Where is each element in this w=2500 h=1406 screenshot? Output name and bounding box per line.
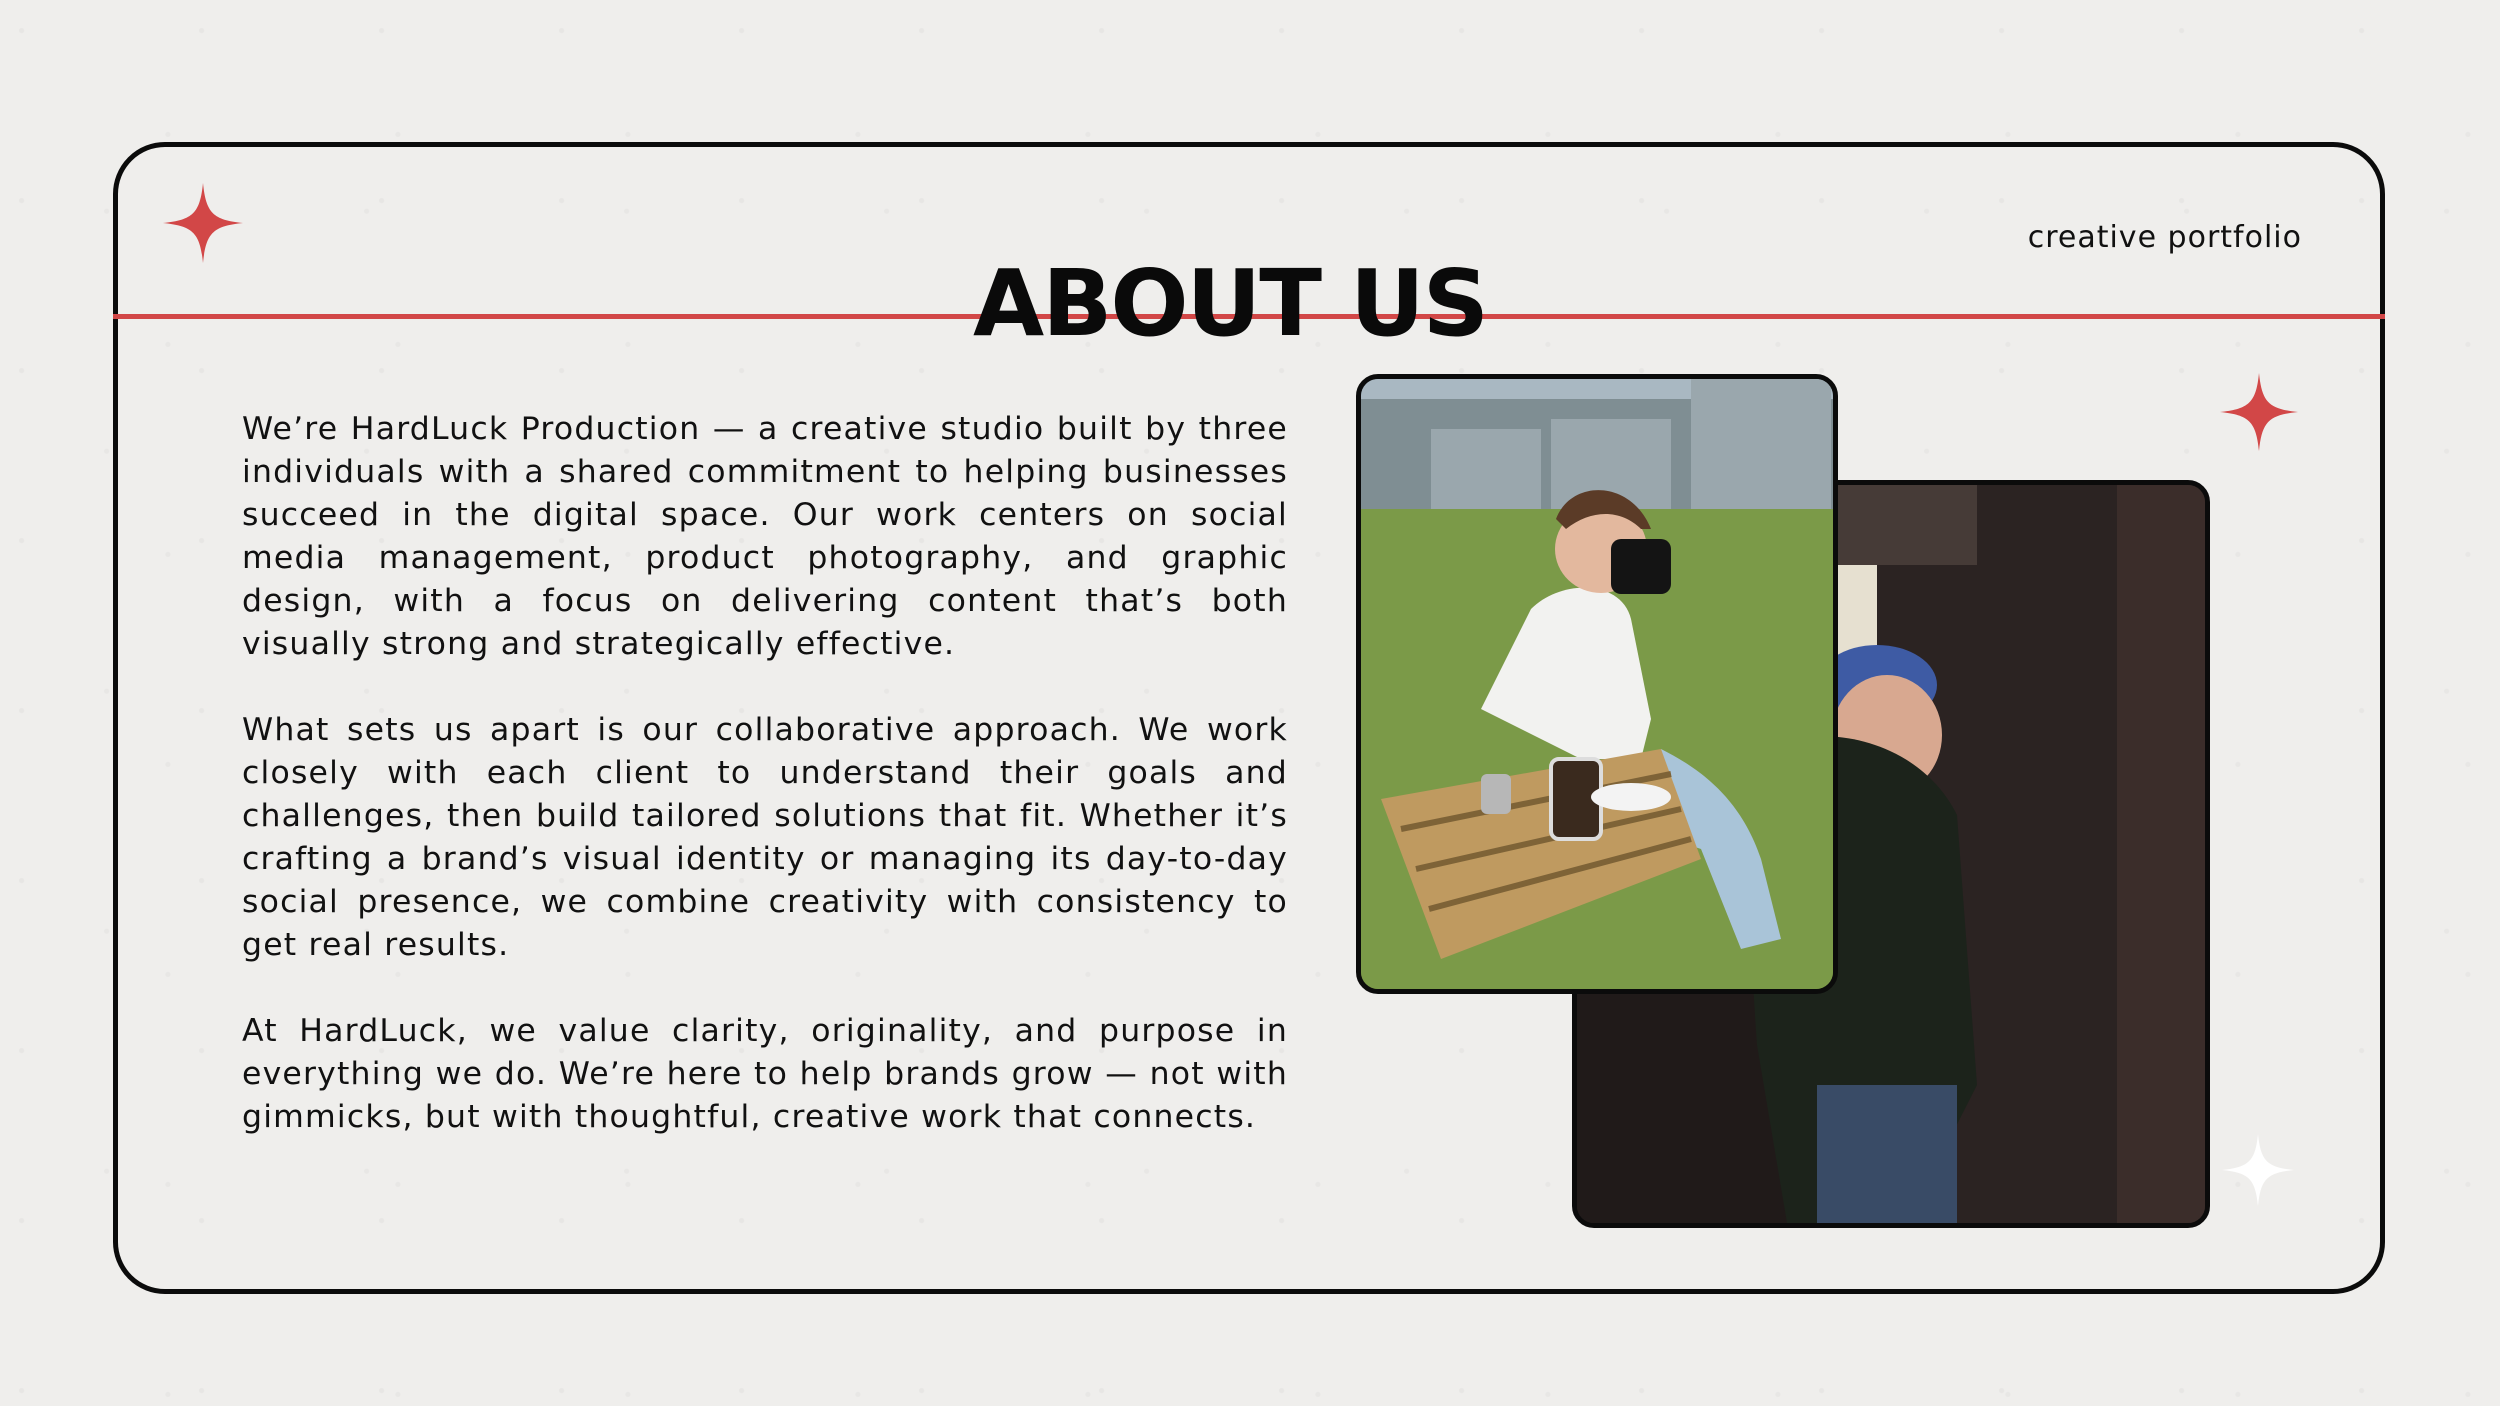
paragraph: What sets us apart is our collaborative approach. We work closely with each client to understand their goals and challenges, then build tailored solutions that fit. Whether it’s crafting a brand’s visual identity or managing its day-to-day social presence, we combine creativity with consistency to get real results.	[242, 712, 1288, 963]
page-subtitle: creative portfolio	[2027, 220, 2302, 255]
page-title: ABOUT US	[973, 249, 1487, 357]
paragraph: We’re HardLuck Production — a creative studio built by three individuals with a shared commitment to helping businesses succeed in the digital space. Our work centers on social media management, product photography, and graphic design, with a focus on delivering content that’s both visually strong and strategically effective.	[242, 411, 1288, 662]
sparkle-icon	[2222, 1134, 2294, 1206]
about-text	[242, 408, 1288, 1182]
paragraph: At HardLuck, we value clarity, originality, and purpose in everything we do. We’re here to help brands grow — not with gimmicks, but with thoughtful, creative work that connects.	[242, 1013, 1288, 1135]
sparkle-icon	[2220, 373, 2298, 451]
photo-man-with-camera-outdoor	[1356, 374, 1838, 994]
